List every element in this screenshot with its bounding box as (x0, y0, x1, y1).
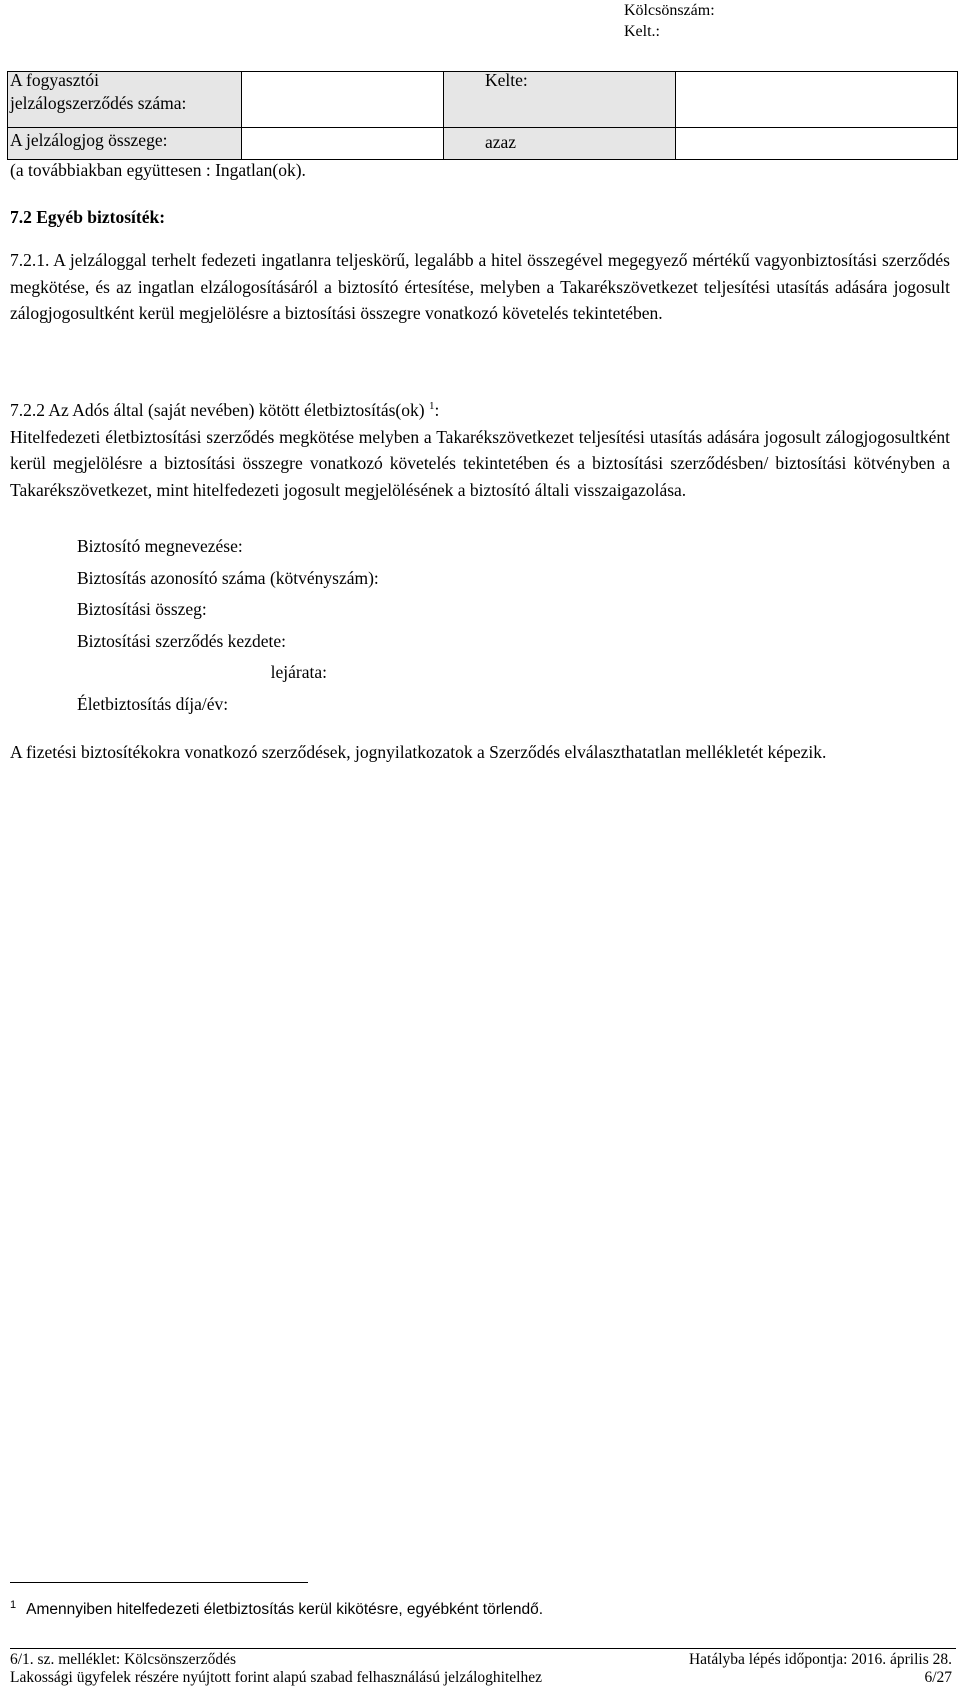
heading-colon: : (434, 400, 440, 420)
closing-paragraph: A fizetési biztosítékokra vonatkozó szerződések, jognyilatkozatok a Szerződés elválaszthatatlan mellékletét képezik. (10, 742, 827, 762)
words-field[interactable] (675, 127, 958, 160)
words-label-cell (443, 127, 676, 160)
contract-number-label (10, 69, 186, 115)
insurer-name-label: Biztosító megnevezése: (77, 536, 243, 556)
properties-note: (a továbbiakban együttesen : Ingatlan(ok). (10, 160, 306, 180)
amount-label: A jelzálogjog összege: (10, 130, 168, 150)
paragraph-7-2-2 (10, 397, 950, 503)
contract-number-field[interactable] (241, 71, 444, 128)
loan-number-label: Kölcsönszám: (624, 2, 715, 19)
contract-expiry-label: lejárata: (270, 662, 327, 682)
section-title: 7.2 Egyéb biztosíték: (10, 207, 166, 227)
footer-effective-date: Hatályba lépés időpontja: 2016. április 28. (688, 1651, 952, 1668)
dated-label-cell (443, 71, 676, 128)
paragraph-7-2-1: 7.2.1. A jelzáloggal terhelt fedezeti ingatlanra teljeskörű, legalább a hitel összegével megegyező mértékű vagyonbiztosítási szerződés megkötése, és az ingatlan elzálogosításáról a biztosító értesítése, melyben a Takarékszövetkezet teljesítési utasítás adására jogosult zálogjogosultként kerül megjelölésre a biztosítási összegre vonatkozó követelés tekintetében. (10, 250, 950, 323)
insurance-fields (77, 531, 379, 720)
date-label: Kelt.: (624, 23, 660, 40)
contract-number-label-line2: jelzálogszerződés száma: (10, 93, 187, 113)
dated-label: Kelte: (485, 70, 528, 90)
document-header (624, 0, 715, 42)
contract-form-table (7, 71, 958, 160)
contract-start-label: Biztosítási szerződés kezdete: (77, 630, 286, 651)
footer-product: Lakossági ügyfelek részére nyújtott forint alapú szabad felhasználású jelzáloghitelhez (10, 1669, 542, 1686)
amount-field[interactable] (241, 127, 444, 160)
annual-premium-label: Életbiztosítás díja/év: (77, 693, 229, 714)
footnote-text: Amennyiben hitelfedezeti életbiztosítás kerül kikötésre, egyébként törlendő. (26, 1601, 544, 1619)
paragraph-7-2-2-heading (10, 397, 950, 424)
footer-annex: 6/1. sz. melléklet: Kölcsönszerződés (10, 1651, 236, 1668)
words-label: azaz (485, 132, 517, 152)
footer-separator (10, 1648, 956, 1649)
insured-sum-label: Biztosítási összeg: (77, 599, 207, 619)
paragraph-7-2-2-body: Hitelfedezeti életbiztosítási szerződés megkötése melyben a Takarékszövetkezet teljesítési utasítás adására jogosult zálogjogosultként kerül megjelölésre a biztosítási összegre vonatkozó követelés tekintetében és a biztosítási szerződésben/ biztosítási kötvényben a Takarékszövetkezet, mint hitelfedezeti jogosult megjelölésének a biztosító általi visszaigazolása. (10, 426, 950, 500)
contract-number-label-line1: A fogyasztói (10, 70, 99, 90)
footnote-reference: 1 (428, 400, 435, 413)
footnote-number: 1 (10, 1599, 17, 1611)
footnote (10, 1599, 543, 1619)
footnote-separator (10, 1582, 308, 1583)
dated-field[interactable] (675, 71, 958, 128)
policy-number-label: Biztosítás azonosító száma (kötvényszám): (77, 567, 379, 588)
footer-page-number: 6/27 (924, 1669, 952, 1686)
life-insurance-heading: 7.2.2 Az Adós által (saját nevében) kötött életbiztosítás(ok) (10, 400, 425, 420)
